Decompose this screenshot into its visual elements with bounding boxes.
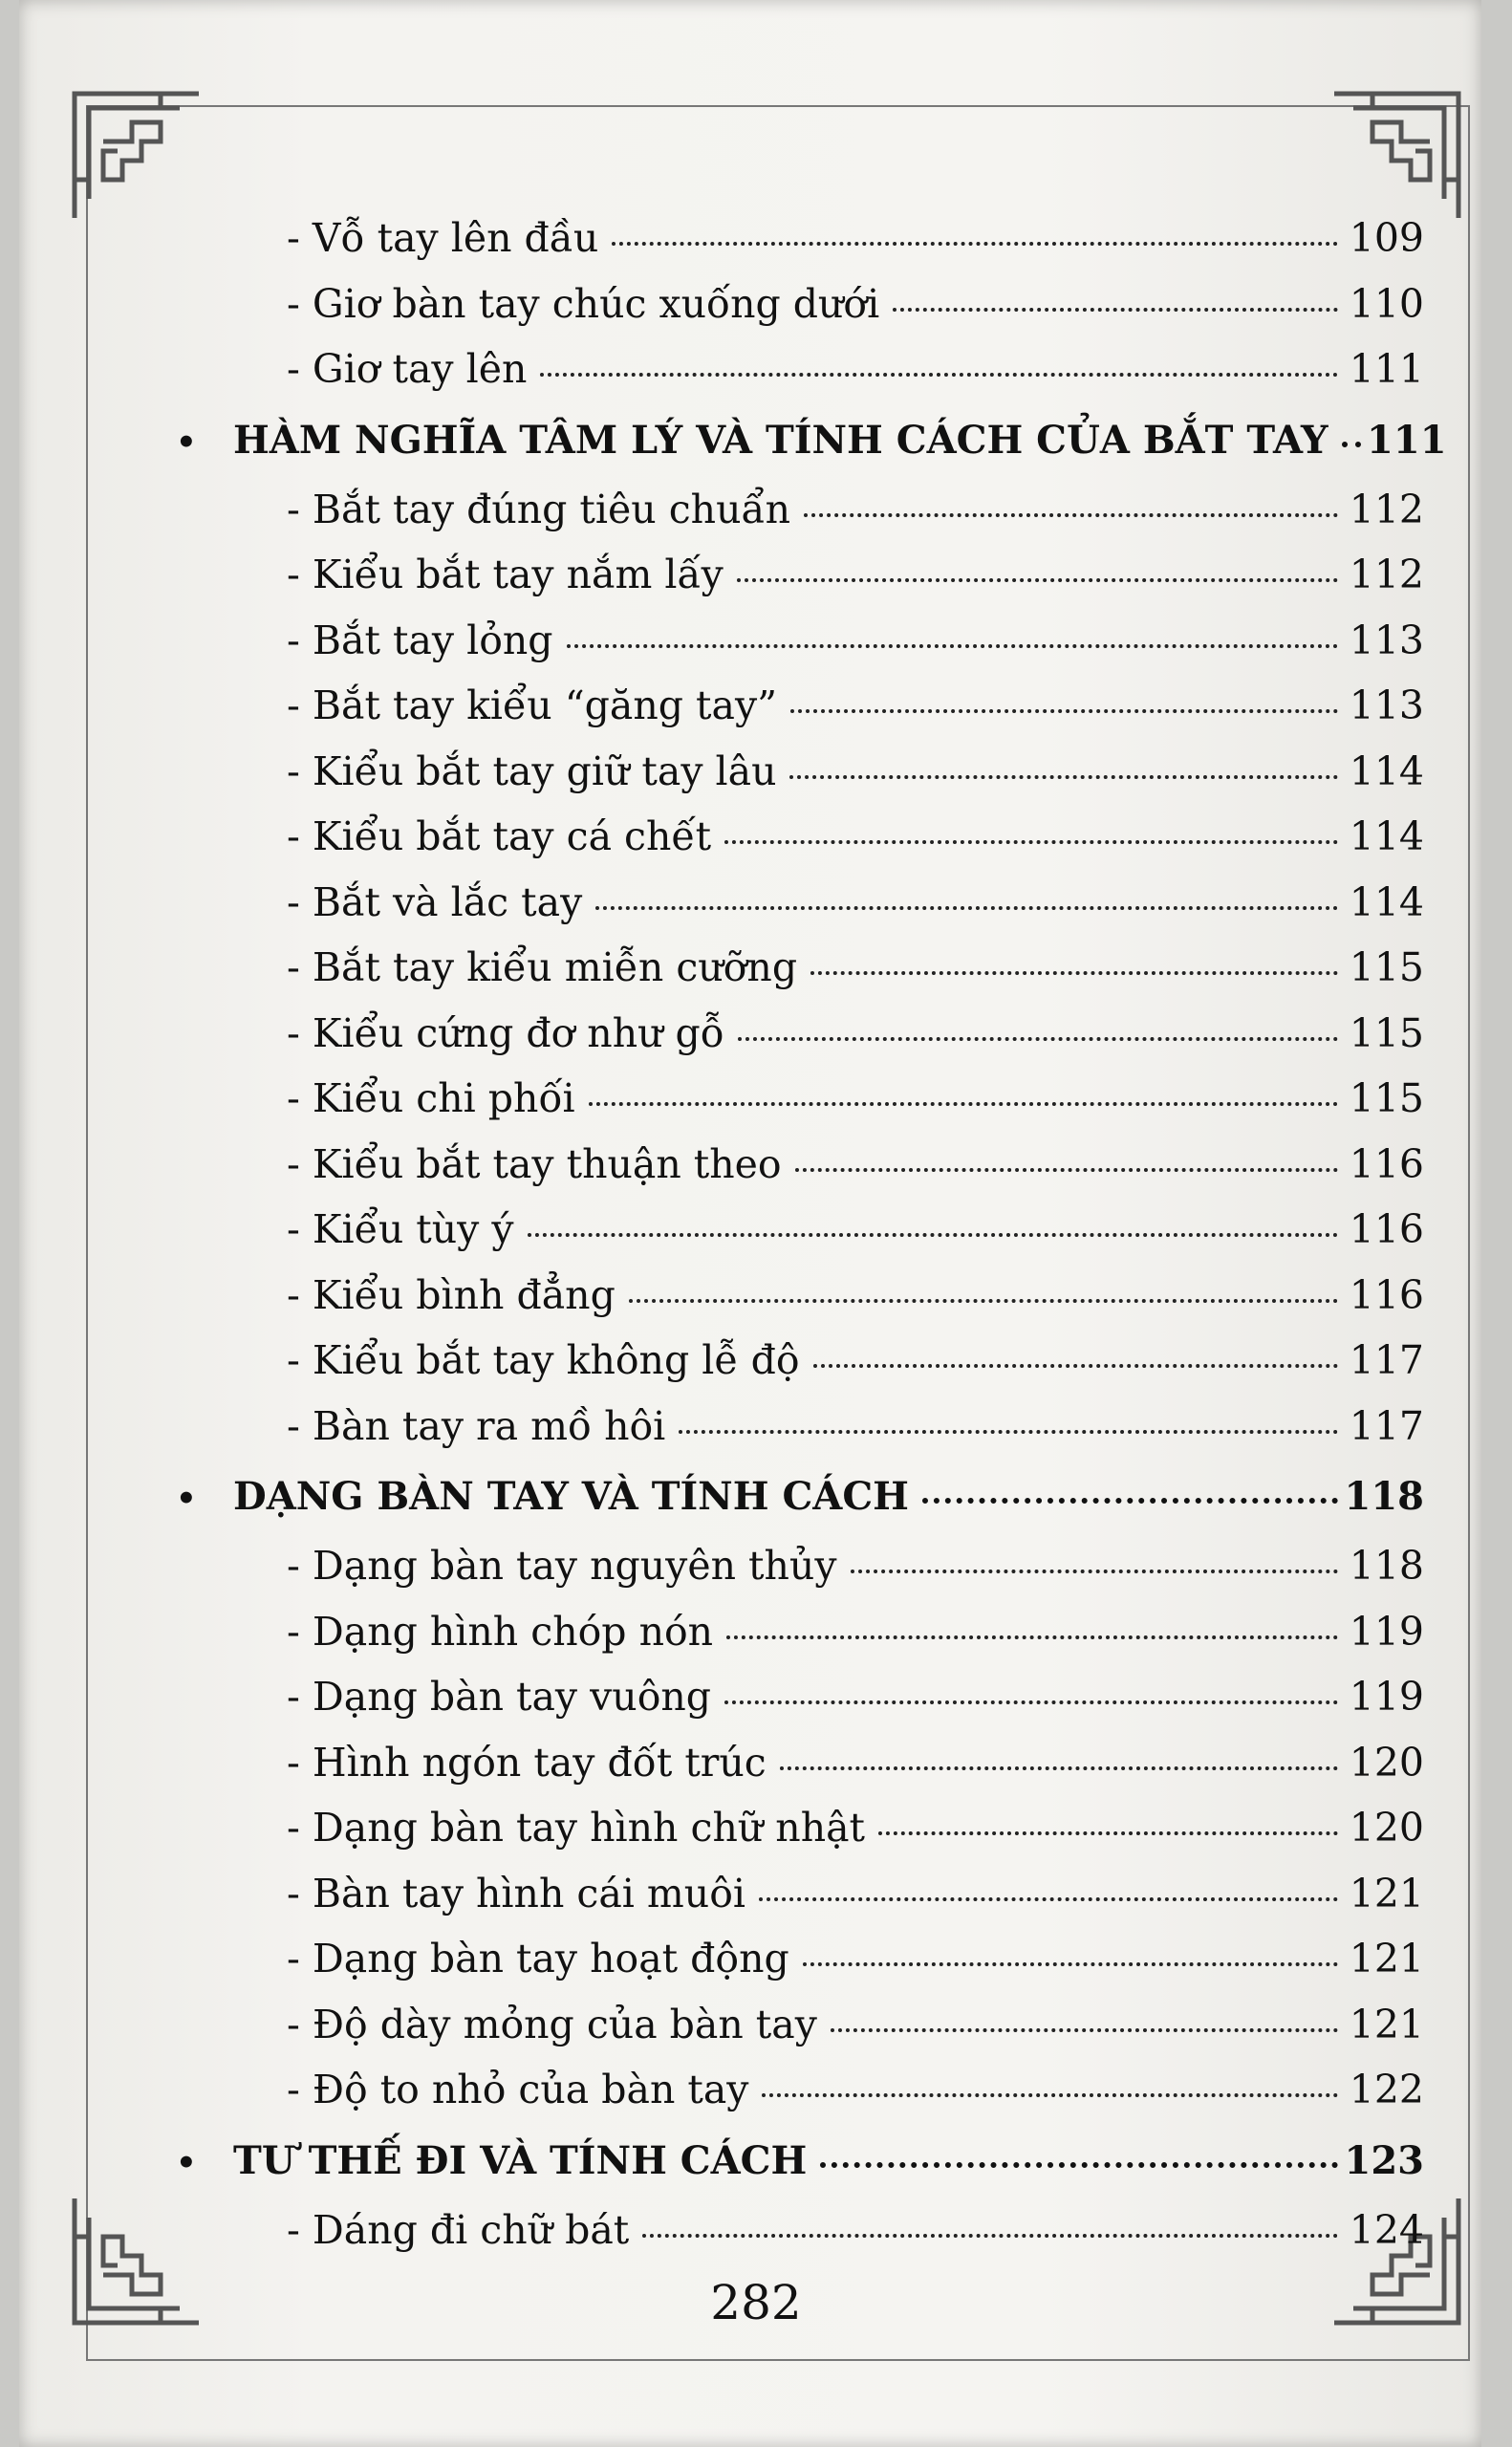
- dot-leader: [595, 906, 1338, 910]
- dot-leader: [567, 644, 1338, 648]
- toc-entry-label: - Dạng bàn tay nguyên thủy: [287, 1543, 837, 1589]
- bullet-icon: •: [176, 422, 197, 462]
- toc-entry-label: - Kiểu bắt tay nắm lấy: [287, 552, 724, 597]
- toc-entry-label: - Vỗ tay lên đầu: [287, 215, 599, 261]
- toc-page-number: 112: [1349, 552, 1424, 597]
- toc-page-number: 116: [1349, 1140, 1424, 1187]
- toc-page-number: 116: [1349, 1206, 1424, 1252]
- toc-entry: [143, 1272, 1424, 1338]
- dot-leader: [804, 513, 1338, 517]
- toc-page-number: 122: [1349, 2067, 1424, 2112]
- toc-entry-label: - Hình ngón tay đốt trúc: [287, 1739, 767, 1786]
- toc-page-number: 109: [1349, 215, 1424, 261]
- toc-entry-label: - Kiểu cứng đơ như gỗ: [287, 1009, 724, 1056]
- toc-entry-label: - Dạng hình chóp nón: [287, 1608, 714, 1655]
- toc-entry: [143, 1206, 1424, 1272]
- toc-entry-label: - Bắt và lắc tay: [287, 878, 583, 925]
- toc-entry-label: - Giơ bàn tay chúc xuống dưới: [287, 280, 880, 327]
- toc-entry: [143, 1740, 1424, 1806]
- toc-entry-label: - Bàn tay ra mồ hôi: [287, 1402, 666, 1449]
- toc-section-heading: [143, 2133, 1424, 2207]
- dot-leader: [813, 1364, 1338, 1368]
- toc-entry-label: - Độ dày mỏng của bàn tay: [287, 2001, 817, 2047]
- dot-leader: [851, 1570, 1338, 1573]
- toc-entry: [143, 487, 1424, 552]
- dot-leader: [789, 775, 1338, 779]
- toc-entry: [143, 1141, 1424, 1207]
- dot-leader: [528, 1233, 1338, 1237]
- toc-entry: [143, 2067, 1424, 2133]
- dot-leader: [922, 1498, 1338, 1504]
- toc-page-number: 118: [1349, 1543, 1424, 1589]
- dot-leader: [642, 2234, 1338, 2238]
- dot-leader: [820, 2162, 1338, 2168]
- toc-page-number: 113: [1349, 617, 1424, 663]
- toc-entry: [143, 1871, 1424, 1937]
- dot-leader: [738, 1037, 1338, 1041]
- dot-leader: [1342, 442, 1361, 447]
- toc-page-number: 121: [1349, 1870, 1424, 1916]
- toc-page-number: 118: [1344, 1474, 1424, 1519]
- toc-entry-label: - Kiểu bắt tay thuận theo: [287, 1140, 782, 1187]
- dot-leader: [724, 840, 1338, 844]
- dot-leader: [629, 1299, 1338, 1303]
- corner-ornament-top-left: [65, 84, 208, 227]
- toc-page-number: 124: [1349, 2206, 1424, 2253]
- toc-entry: [143, 1609, 1424, 1675]
- toc-entry-label: - Bắt tay lỏng: [287, 617, 553, 663]
- bullet-icon: •: [176, 1480, 197, 1518]
- toc-entry-label: - Kiểu chi phối: [287, 1075, 575, 1121]
- toc-entry: [143, 1337, 1424, 1403]
- dot-leader: [724, 1700, 1338, 1704]
- toc-entry: [143, 346, 1424, 412]
- toc-entry-label: - Dạng bàn tay hoạt động: [287, 1936, 789, 1981]
- dot-leader: [831, 2028, 1338, 2032]
- toc-page-number: 120: [1349, 1805, 1424, 1851]
- toc-section-heading: [143, 412, 1447, 487]
- toc-page-number: 121: [1349, 1936, 1424, 1981]
- toc-entry-label: - Bắt tay kiểu “găng tay”: [287, 682, 778, 728]
- toc-entry-label: - Bàn tay hình cái muôi: [287, 1870, 746, 1916]
- dot-leader: [790, 709, 1338, 713]
- dot-leader: [612, 242, 1338, 246]
- toc-entry: [143, 1674, 1424, 1740]
- toc-entry: [143, 1543, 1424, 1609]
- toc-entry-label: - Kiểu bắt tay không lễ độ: [287, 1337, 800, 1383]
- toc-page-number: 117: [1349, 1337, 1424, 1383]
- toc-entry: [143, 1805, 1424, 1871]
- toc-page-number: 117: [1349, 1402, 1424, 1449]
- toc-page-number: 111: [1349, 346, 1424, 392]
- toc-entry-label: - Dạng bàn tay hình chữ nhật: [287, 1805, 866, 1851]
- dot-leader: [726, 1635, 1338, 1639]
- dot-leader: [780, 1766, 1338, 1770]
- toc-entry-label: - Bắt tay kiểu miễn cưỡng: [287, 944, 798, 990]
- toc-entry: [143, 879, 1424, 945]
- toc-entry: [143, 2002, 1424, 2068]
- toc-entry: [143, 1936, 1424, 2002]
- toc-entry-label: - Độ to nhỏ của bàn tay: [287, 2067, 749, 2112]
- toc-page-number: 113: [1349, 682, 1424, 728]
- toc-section-heading: [143, 1468, 1424, 1543]
- toc-entry-label: - Dáng đi chữ bát: [287, 2206, 630, 2253]
- dot-leader: [893, 308, 1338, 312]
- toc-entry-label: - Kiểu bắt tay cá chết: [287, 813, 712, 859]
- toc-entry-label: - Bắt tay đúng tiêu chuẩn: [287, 486, 791, 532]
- toc-entry: [143, 552, 1424, 617]
- toc-entry: [143, 281, 1424, 347]
- toc-page-number: 115: [1349, 1075, 1424, 1121]
- toc-page-number: 115: [1349, 1009, 1424, 1056]
- toc-page-number: 115: [1349, 944, 1424, 990]
- dot-leader: [803, 1962, 1338, 1966]
- dot-leader: [589, 1102, 1338, 1106]
- toc-entry: [143, 944, 1424, 1010]
- dot-leader: [759, 1897, 1338, 1901]
- dot-leader: [737, 578, 1338, 582]
- dot-leader: [540, 373, 1338, 377]
- toc-entry-label: HÀM NGHĨA TÂM LÝ VÀ TÍNH CÁCH CỦA BẮT TAY: [233, 417, 1328, 463]
- toc-page-number: 114: [1349, 813, 1424, 859]
- toc-page-number: 114: [1349, 878, 1424, 925]
- toc-entry-label: - Kiểu bình đẳng: [287, 1271, 616, 1318]
- toc-entry: [143, 1010, 1424, 1076]
- toc-entry: [143, 2207, 1424, 2273]
- toc-page-number: 112: [1349, 486, 1424, 532]
- toc-entry-label: - Giơ tay lên: [287, 346, 528, 392]
- table-of-contents: [143, 215, 1447, 2272]
- toc-entry: [143, 617, 1424, 683]
- toc-page-number: 116: [1349, 1271, 1424, 1318]
- dot-leader: [679, 1430, 1338, 1434]
- corner-ornament-top-right: [1325, 84, 1468, 227]
- toc-page-number: 119: [1349, 1674, 1424, 1720]
- dot-leader: [810, 971, 1338, 975]
- toc-entry: [143, 215, 1424, 281]
- toc-entry-label: DẠNG BÀN TAY VÀ TÍNH CÁCH: [233, 1474, 909, 1519]
- toc-page-number: 111: [1367, 417, 1447, 463]
- toc-entry: [143, 682, 1424, 748]
- toc-entry-label: - Kiểu bắt tay giữ tay lâu: [287, 747, 777, 794]
- toc-page-number: 120: [1349, 1739, 1424, 1786]
- toc-entry-label: TƯ THẾ ĐI VÀ TÍNH CÁCH: [233, 2137, 808, 2183]
- page-number: 282: [710, 2275, 802, 2330]
- dot-leader: [878, 1831, 1338, 1835]
- toc-page-number: 114: [1349, 747, 1424, 794]
- toc-entry: [143, 813, 1424, 879]
- toc-entry: [143, 748, 1424, 814]
- toc-entry-label: - Dạng bàn tay vuông: [287, 1674, 712, 1720]
- toc-entry: [143, 1403, 1424, 1469]
- toc-entry: [143, 1075, 1424, 1141]
- bullet-icon: •: [176, 2143, 197, 2182]
- toc-page-number: 119: [1349, 1608, 1424, 1655]
- toc-entry-label: - Kiểu tùy ý: [287, 1206, 514, 1252]
- toc-page-number: 123: [1344, 2137, 1424, 2183]
- dot-leader: [762, 2093, 1338, 2097]
- dot-leader: [795, 1168, 1338, 1172]
- toc-page-number: 121: [1349, 2001, 1424, 2047]
- toc-page-number: 110: [1349, 280, 1424, 327]
